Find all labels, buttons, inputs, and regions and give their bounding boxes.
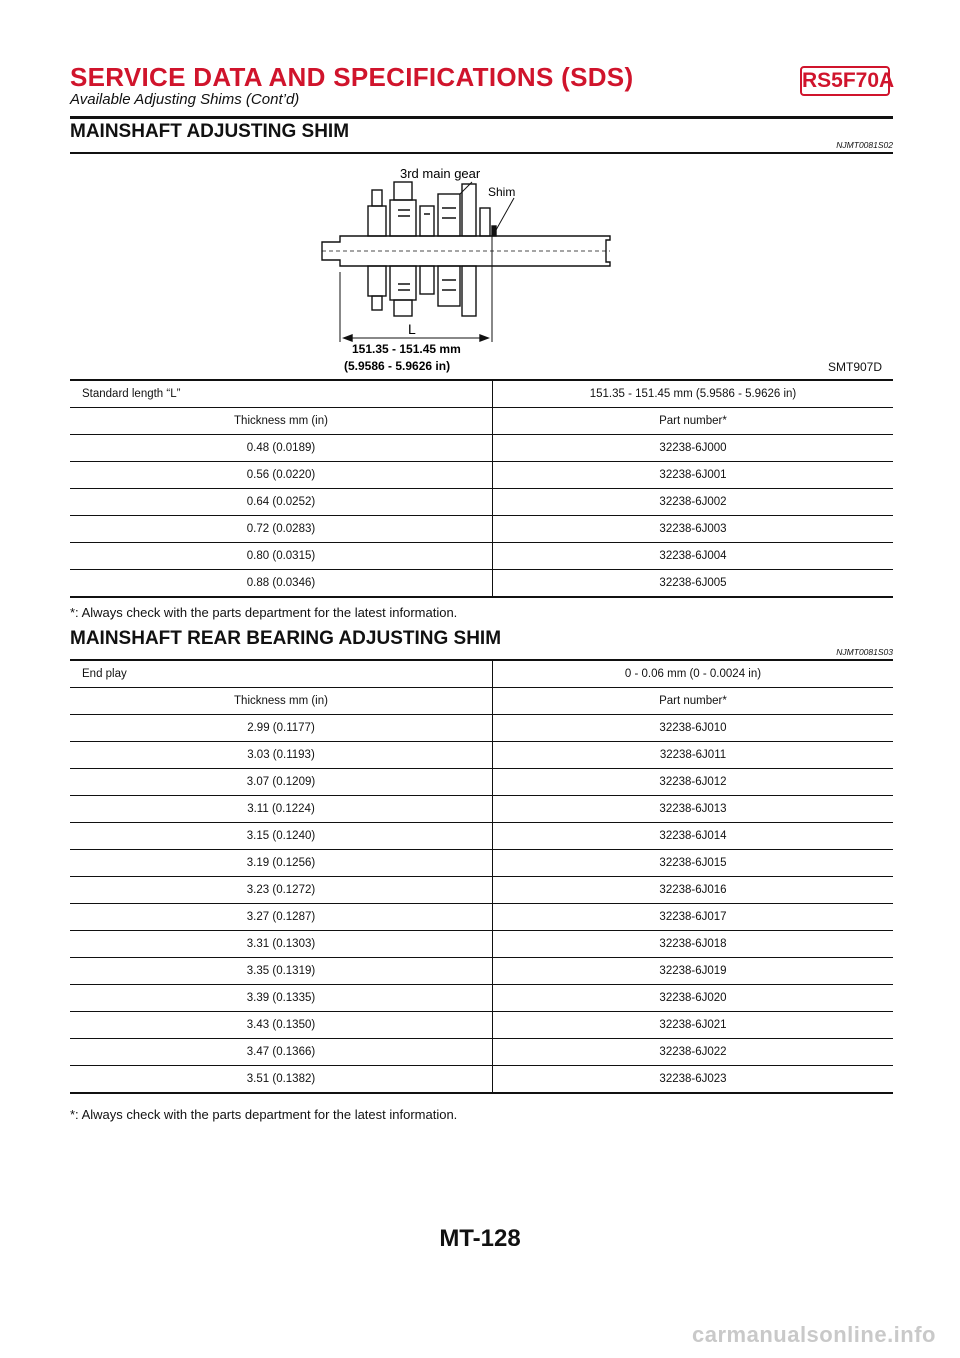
table-row <box>70 931 893 958</box>
label-3rd-main-gear: 3rd main gear <box>400 166 481 181</box>
section-code: NJMT0081S02 <box>836 140 893 150</box>
header-rule <box>70 116 893 119</box>
part-number-cell: 32238-6J013 <box>493 796 894 823</box>
part-number-cell: 32238-6J005 <box>493 570 894 598</box>
table-row <box>70 462 893 489</box>
dimension-in: (5.9586 - 5.9626 in) <box>344 359 451 373</box>
thickness-cell: 3.27 (0.1287) <box>70 904 493 931</box>
table-row <box>70 516 893 543</box>
table-row <box>70 958 893 985</box>
thickness-cell: 3.43 (0.1350) <box>70 1012 493 1039</box>
model-badge: RS5F70A <box>800 66 890 96</box>
thickness-cell: 0.80 (0.0315) <box>70 543 493 570</box>
table-row <box>70 715 893 742</box>
table-row <box>70 769 893 796</box>
thickness-cell: 2.99 (0.1177) <box>70 715 493 742</box>
page-number: MT-128 <box>439 1225 521 1252</box>
table-row <box>70 796 893 823</box>
thickness-cell: 3.23 (0.1272) <box>70 877 493 904</box>
part-number-cell: 32238-6J017 <box>493 904 894 931</box>
thickness-cell: 0.88 (0.0346) <box>70 570 493 598</box>
section-title-mainshaft-shim: MAINSHAFT ADJUSTING SHIM <box>70 121 350 142</box>
section-rule <box>70 152 893 154</box>
column-header-part-number: Part number* <box>493 688 894 715</box>
table-row <box>70 850 893 877</box>
table-row <box>70 877 893 904</box>
spec-label: Standard length “L” <box>70 381 493 408</box>
figure-code: SMT907D <box>828 360 883 374</box>
table-row <box>70 570 893 598</box>
thickness-cell: 3.03 (0.1193) <box>70 742 493 769</box>
part-number-cell: 32238-6J011 <box>493 742 894 769</box>
table-header-row <box>70 688 893 715</box>
label-L: L <box>408 321 416 337</box>
section-title-rear-bearing-shim: MAINSHAFT REAR BEARING ADJUSTING SHIM <box>70 628 502 649</box>
thickness-cell: 3.35 (0.1319) <box>70 958 493 985</box>
thickness-cell: 0.72 (0.0283) <box>70 516 493 543</box>
part-number-cell: 32238-6J023 <box>493 1066 894 1094</box>
part-number-cell: 32238-6J010 <box>493 715 894 742</box>
label-shim: Shim <box>488 185 516 199</box>
footnote: *: Always check with the parts department for the latest information. <box>70 605 458 620</box>
table-row <box>70 489 893 516</box>
footnote: *: Always check with the parts department for the latest information. <box>70 1107 458 1122</box>
mainshaft-shim-table <box>70 381 893 598</box>
table-row <box>70 742 893 769</box>
part-number-cell: 32238-6J001 <box>493 462 894 489</box>
table-header-row <box>70 408 893 435</box>
thickness-cell: 3.51 (0.1382) <box>70 1066 493 1094</box>
thickness-cell: 3.07 (0.1209) <box>70 769 493 796</box>
section-code: NJMT0081S03 <box>836 647 893 657</box>
mainshaft-diagram <box>310 160 900 380</box>
dimension-mm: 151.35 - 151.45 mm <box>352 342 461 356</box>
table-row <box>70 904 893 931</box>
part-number-cell: 32238-6J022 <box>493 1039 894 1066</box>
part-number-cell: 32238-6J004 <box>493 543 894 570</box>
table-row <box>70 661 893 688</box>
table-row <box>70 543 893 570</box>
watermark: carmanualsonline.info <box>692 1322 936 1347</box>
spec-value: 0 - 0.06 mm (0 - 0.0024 in) <box>493 661 894 688</box>
thickness-cell: 3.31 (0.1303) <box>70 931 493 958</box>
part-number-cell: 32238-6J015 <box>493 850 894 877</box>
thickness-cell: 3.47 (0.1366) <box>70 1039 493 1066</box>
column-header-part-number: Part number* <box>493 408 894 435</box>
thickness-cell: 3.39 (0.1335) <box>70 985 493 1012</box>
thickness-cell: 0.64 (0.0252) <box>70 489 493 516</box>
table-row <box>70 1039 893 1066</box>
spec-label: End play <box>70 661 493 688</box>
part-number-cell: 32238-6J003 <box>493 516 894 543</box>
part-number-cell: 32238-6J012 <box>493 769 894 796</box>
part-number-cell: 32238-6J016 <box>493 877 894 904</box>
page-header-title: SERVICE DATA AND SPECIFICATIONS (SDS) <box>70 62 634 92</box>
column-header-thickness: Thickness mm (in) <box>70 688 493 715</box>
page-subtitle: Available Adjusting Shims (Cont’d) <box>70 91 300 108</box>
part-number-cell: 32238-6J020 <box>493 985 894 1012</box>
table-row <box>70 985 893 1012</box>
part-number-cell: 32238-6J002 <box>493 489 894 516</box>
part-number-cell: 32238-6J018 <box>493 931 894 958</box>
table-row <box>70 1066 893 1094</box>
table-row <box>70 381 893 408</box>
part-number-cell: 32238-6J014 <box>493 823 894 850</box>
thickness-cell: 3.15 (0.1240) <box>70 823 493 850</box>
thickness-cell: 3.19 (0.1256) <box>70 850 493 877</box>
part-number-cell: 32238-6J021 <box>493 1012 894 1039</box>
table-row <box>70 435 893 462</box>
part-number-cell: 32238-6J000 <box>493 435 894 462</box>
part-number-cell: 32238-6J019 <box>493 958 894 985</box>
spec-value: 151.35 - 151.45 mm (5.9586 - 5.9626 in) <box>493 381 894 408</box>
table-row <box>70 823 893 850</box>
thickness-cell: 0.56 (0.0220) <box>70 462 493 489</box>
thickness-cell: 3.11 (0.1224) <box>70 796 493 823</box>
thickness-cell: 0.48 (0.0189) <box>70 435 493 462</box>
rear-bearing-shim-table <box>70 661 893 1094</box>
column-header-thickness: Thickness mm (in) <box>70 408 493 435</box>
table-row <box>70 1012 893 1039</box>
